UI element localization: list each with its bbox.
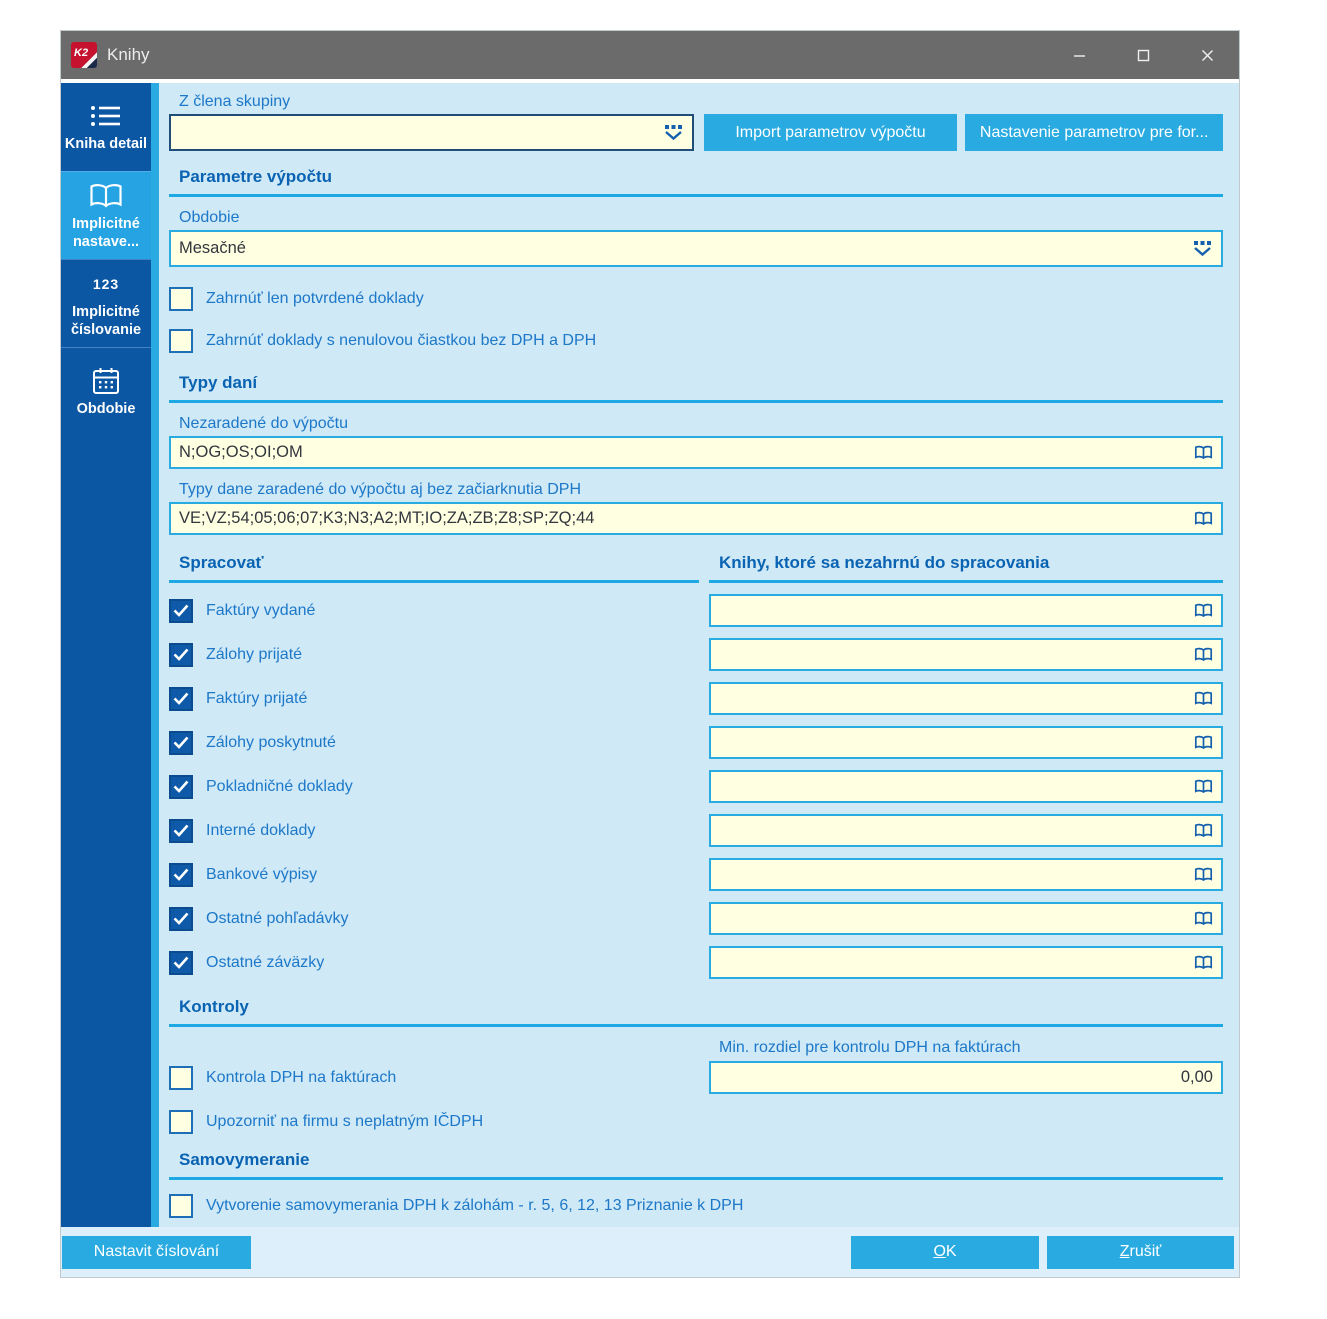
titlebar xyxy=(61,31,1239,79)
close-icon[interactable] xyxy=(1175,31,1239,79)
obdobie-combobox[interactable] xyxy=(169,230,1223,267)
excluded-tax-types-value: N;OG;OS;OI;OM xyxy=(179,443,303,461)
min-diff-value: 0,00 xyxy=(1180,1068,1213,1086)
process-checkbox[interactable] xyxy=(169,907,193,931)
sidebar-item-kniha-detail[interactable] xyxy=(61,83,151,171)
process-checkbox-label: Ostatné pohľadávky xyxy=(206,909,349,927)
process-checkbox-label: Pokladničné doklady xyxy=(206,777,353,795)
process-checkbox-row xyxy=(169,770,699,803)
section-samovymeranie xyxy=(169,1150,1223,1180)
numbers-123-icon: 123 xyxy=(92,276,120,293)
dropdown-chevron-icon[interactable] xyxy=(663,124,684,141)
sidebar-item-label: Kniha detail xyxy=(64,136,148,153)
group-member-combobox[interactable] xyxy=(169,114,694,151)
process-checkbox-row xyxy=(169,638,699,671)
process-checkbox-row xyxy=(169,858,699,891)
excluded-tax-types-label: Nezaradené do výpočtu xyxy=(179,415,348,432)
section-typy-dani xyxy=(169,373,1223,403)
process-checkbox-label: Bankové výpisy xyxy=(206,865,318,883)
book-lookup-icon[interactable] xyxy=(1194,911,1213,926)
sidebar-item-implicitne-nastavenie[interactable] xyxy=(61,171,151,259)
section-title: Parametre výpočtu xyxy=(179,167,333,186)
book-lookup-icon[interactable] xyxy=(1194,735,1213,750)
process-checkbox[interactable] xyxy=(169,775,193,799)
process-checkbox[interactable] xyxy=(169,863,193,887)
excluded-books-field[interactable] xyxy=(709,726,1223,759)
included-tax-types-value: VE;VZ;54;05;06;07;K3;N3;A2;MT;IO;ZA;ZB;Z8;SP;ZQ;44 xyxy=(179,509,595,527)
icdph-checkbox[interactable] xyxy=(169,1110,193,1134)
section-title: Samovymeranie xyxy=(179,1150,310,1169)
excluded-books-field[interactable] xyxy=(709,858,1223,891)
included-tax-types-field[interactable] xyxy=(169,502,1223,535)
kontroly-grid xyxy=(169,1039,1223,1094)
section-rule xyxy=(169,194,1223,197)
obdobie-value: Mesačné xyxy=(179,239,246,257)
book-lookup-icon[interactable] xyxy=(1194,867,1213,882)
book-lookup-icon[interactable] xyxy=(1194,955,1213,970)
ok-button[interactable]: OK xyxy=(851,1236,1039,1269)
section-title: Kontroly xyxy=(179,997,249,1016)
self-assessment-label: Vytvorenie samovymerania DPH k zálohám - r. 5, 6, 12, 13 Priznanie k DPH xyxy=(206,1197,744,1214)
sidebar-item-obdobie[interactable] xyxy=(61,347,151,435)
main-content xyxy=(159,83,1239,1227)
excluded-tax-types-field[interactable] xyxy=(169,436,1223,469)
only-confirmed-checkbox[interactable] xyxy=(169,287,193,311)
self-assessment-checkbox[interactable] xyxy=(169,1194,193,1218)
min-diff-label: Min. rozdiel pre kontrolu DPH na faktúrach xyxy=(719,1039,1021,1056)
cancel-button[interactable]: Zrušiť xyxy=(1047,1236,1234,1269)
checkbox-row-self-assessment xyxy=(169,1194,1223,1218)
process-checkbox-row xyxy=(169,814,699,847)
process-checkbox-label: Ostatné záväzky xyxy=(206,953,325,971)
book-lookup-icon[interactable] xyxy=(1194,691,1213,706)
sidebar-item-label: Obdobie xyxy=(76,400,136,417)
list-icon xyxy=(89,100,123,132)
excluded-books-field[interactable] xyxy=(709,946,1223,979)
process-checkbox-label: Faktúry prijaté xyxy=(206,689,308,707)
book-lookup-icon[interactable] xyxy=(1194,511,1213,526)
excluded-books-field[interactable] xyxy=(709,814,1223,847)
book-lookup-icon[interactable] xyxy=(1194,647,1213,662)
checkbox-row-only-confirmed xyxy=(169,287,1223,311)
knihy-dialog-window xyxy=(60,30,1240,1278)
process-checkbox[interactable] xyxy=(169,687,193,711)
process-checkbox-row xyxy=(169,902,699,935)
book-lookup-icon[interactable] xyxy=(1194,779,1213,794)
maximize-icon[interactable] xyxy=(1111,31,1175,79)
set-numbering-button[interactable]: Nastavit číslování xyxy=(62,1236,251,1269)
minimize-icon[interactable] xyxy=(1047,31,1111,79)
nonzero-amount-checkbox[interactable] xyxy=(169,329,193,353)
process-checkbox-label: Interné doklady xyxy=(206,821,316,839)
book-lookup-icon[interactable] xyxy=(1194,603,1213,618)
sidebar-item-implicitne-cislovanie[interactable] xyxy=(61,259,151,347)
section-rule xyxy=(169,1177,1223,1180)
book-lookup-icon[interactable] xyxy=(1194,445,1213,460)
process-checkbox[interactable] xyxy=(169,643,193,667)
icdph-label: Upozorniť na firmu s neplatným IČDPH xyxy=(206,1113,484,1130)
dropdown-chevron-icon[interactable] xyxy=(1192,240,1213,257)
checkbox-row-icdph xyxy=(169,1110,1223,1134)
process-checkbox[interactable] xyxy=(169,951,193,975)
excluded-books-field[interactable] xyxy=(709,902,1223,935)
process-checkbox[interactable] xyxy=(169,731,193,755)
group-member-row xyxy=(169,93,1223,151)
checkbox-row-nonzero-amount xyxy=(169,329,1223,353)
section-title: Typy daní xyxy=(179,373,258,392)
dph-check-checkbox[interactable] xyxy=(169,1066,193,1090)
window-title: Knihy xyxy=(107,45,150,64)
parameter-settings-button[interactable]: Nastavenie parametrov pre for... xyxy=(965,114,1223,151)
process-checkbox-row xyxy=(169,726,699,759)
import-parameters-button[interactable]: Import parametrov výpočtu xyxy=(704,114,958,151)
section-rule xyxy=(169,400,1223,403)
process-checkbox-label: Faktúry vydané xyxy=(206,601,316,619)
excluded-books-column-header: Knihy, ktoré sa nezahrnú do spracovania xyxy=(709,553,1223,583)
process-checkbox-label: Zálohy poskytnuté xyxy=(206,733,336,751)
process-checkbox-row xyxy=(169,594,699,627)
included-tax-types-label: Typy dane zaradené do výpočtu aj bez začiarknutia DPH xyxy=(179,481,582,498)
sidebar-item-label: Implicitné nastave... xyxy=(72,216,140,250)
dph-check-label: Kontrola DPH na faktúrach xyxy=(206,1068,397,1086)
section-rule xyxy=(169,1024,1223,1027)
min-diff-field[interactable] xyxy=(709,1061,1223,1094)
sidebar-accent-strip xyxy=(151,83,159,1227)
footer-bar xyxy=(61,1227,1239,1277)
spracovat-column-header: Spracovať xyxy=(169,553,699,583)
process-checkbox-label: Zálohy prijaté xyxy=(206,645,303,663)
nonzero-amount-label: Zahrnúť doklady s nenulovou čiastkou bez DPH a DPH xyxy=(206,332,597,349)
process-checkbox-row xyxy=(169,682,699,715)
window-controls xyxy=(1047,31,1239,79)
group-member-label: Z člena skupiny xyxy=(179,93,291,110)
calendar-icon xyxy=(91,365,121,397)
book-lookup-icon[interactable] xyxy=(1194,823,1213,838)
excluded-books-field[interactable] xyxy=(709,770,1223,803)
sidebar-item-label: Implicitné číslovanie xyxy=(70,304,142,338)
obdobie-label: Obdobie xyxy=(179,209,240,226)
process-checkbox[interactable] xyxy=(169,819,193,843)
section-kontroly xyxy=(169,997,1223,1027)
section-parametre-vypoctu xyxy=(169,167,1223,197)
excluded-books-field[interactable] xyxy=(709,594,1223,627)
process-books-grid xyxy=(169,553,1223,979)
process-checkbox[interactable] xyxy=(169,599,193,623)
excluded-books-field[interactable] xyxy=(709,682,1223,715)
only-confirmed-label: Zahrnúť len potvrdené doklady xyxy=(206,290,424,307)
excluded-books-field[interactable] xyxy=(709,638,1223,671)
process-checkbox-row xyxy=(169,946,699,979)
checkbox-row-dph-check xyxy=(169,1061,699,1094)
open-book-icon xyxy=(88,180,124,212)
k2-app-icon: K2 xyxy=(71,42,97,68)
sidebar xyxy=(61,83,151,1227)
